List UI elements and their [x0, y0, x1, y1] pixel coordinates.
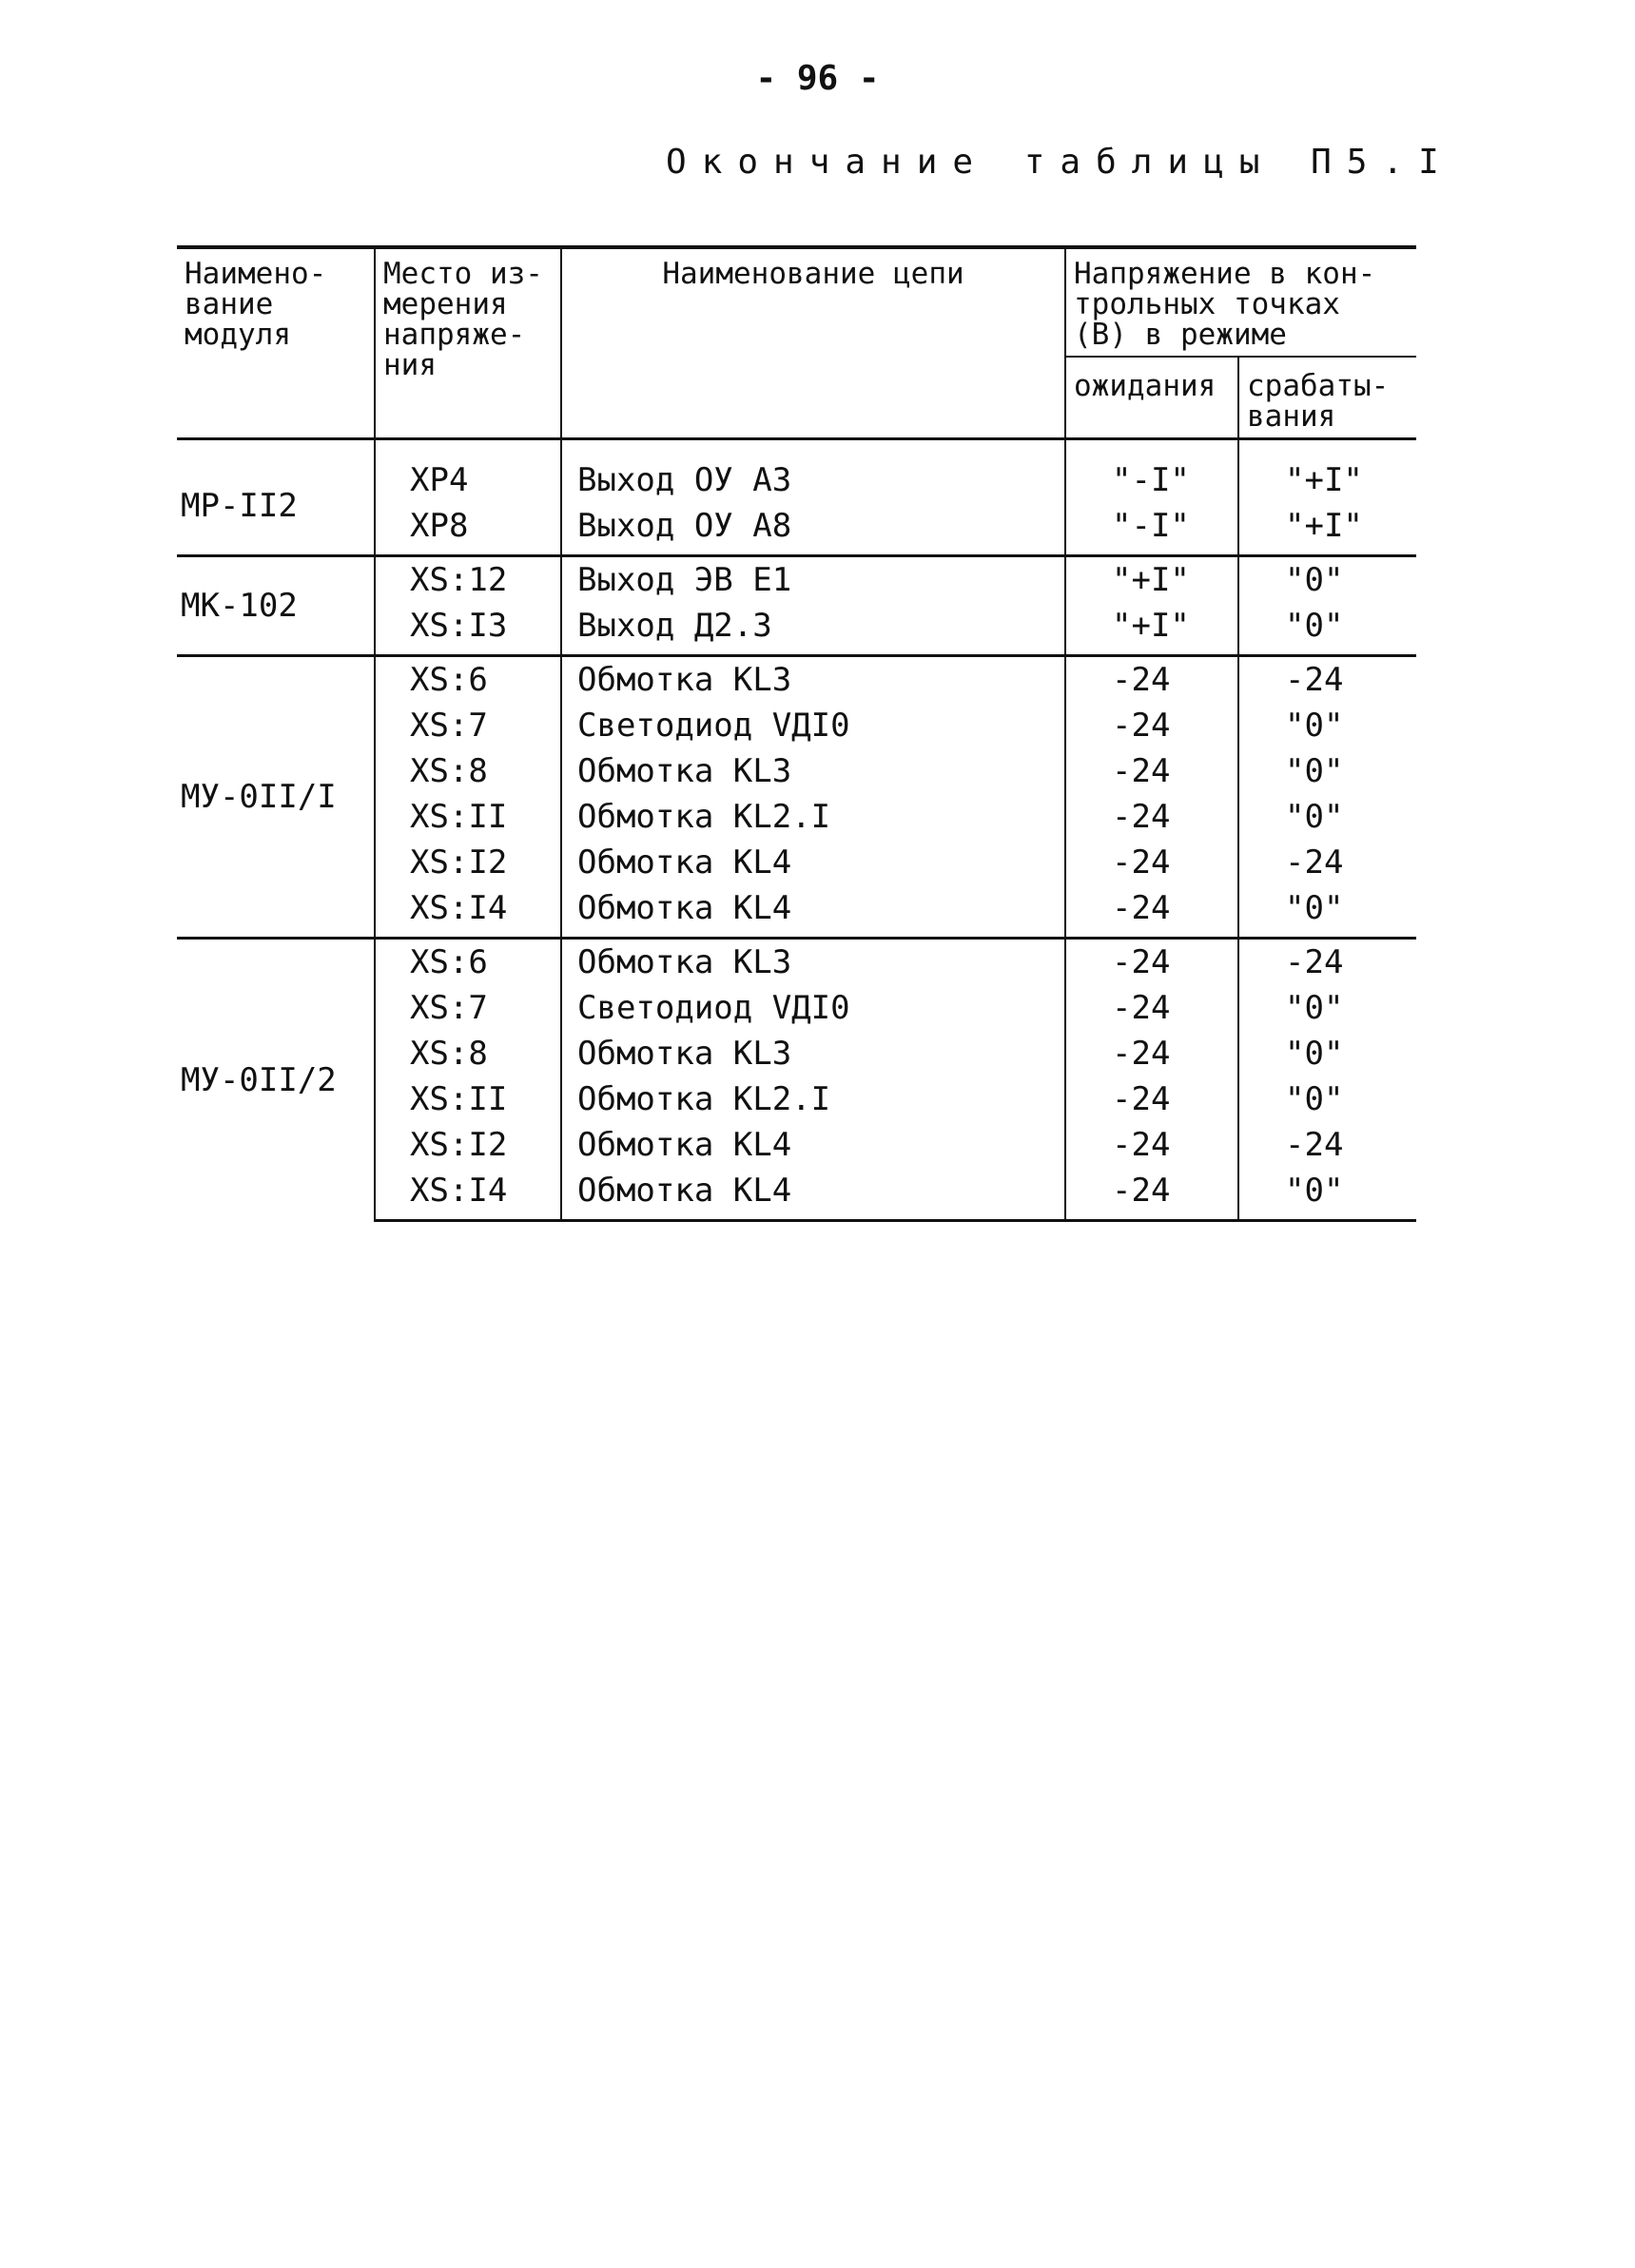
measurement-table-container — [177, 245, 1416, 1222]
header-voltage: Напряжение в кон-трольных точках (В) в режиме — [1065, 247, 1416, 357]
trigger-voltage-cell: "0" — [1238, 985, 1416, 1031]
module-name-cell: МУ-0II/I — [177, 656, 375, 939]
measurement-point-cell: XS:6 — [375, 939, 561, 986]
circuit-name-cell: Обмотка KL4 — [561, 1122, 1065, 1168]
circuit-name-cell: Выход Д2.3 — [561, 603, 1065, 656]
trigger-voltage-cell: "0" — [1238, 1031, 1416, 1076]
measurement-point-cell: XS:12 — [375, 556, 561, 604]
module-name-cell: МР-II2 — [177, 439, 375, 556]
measurement-point-cell: XS:8 — [375, 748, 561, 794]
circuit-name-cell: Обмотка KL4 — [561, 1168, 1065, 1221]
standby-voltage-cell: -24 — [1065, 703, 1238, 748]
circuit-name-cell: Светодиод VДI0 — [561, 985, 1065, 1031]
standby-voltage-cell: -24 — [1065, 939, 1238, 986]
standby-voltage-cell: "+I" — [1065, 603, 1238, 656]
standby-voltage-cell: "-I" — [1065, 503, 1238, 556]
standby-voltage-cell: -24 — [1065, 794, 1238, 840]
standby-voltage-cell: "+I" — [1065, 556, 1238, 604]
measurement-point-cell: XS:II — [375, 1076, 561, 1122]
trigger-voltage-cell: "0" — [1238, 885, 1416, 939]
measurement-point-cell: XS:6 — [375, 656, 561, 704]
circuit-name-cell: Обмотка KL3 — [561, 656, 1065, 704]
measurement-point-cell: XS:I3 — [375, 603, 561, 656]
trigger-voltage-cell: "0" — [1238, 794, 1416, 840]
trigger-voltage-cell: -24 — [1238, 656, 1416, 704]
measurement-point-cell: XS:7 — [375, 985, 561, 1031]
header-module: Наимено-вание модуля — [177, 247, 375, 439]
table-row — [177, 939, 1416, 986]
measurement-table — [177, 245, 1416, 1222]
measurement-point-cell: XS:II — [375, 794, 561, 840]
trigger-voltage-cell: "+I" — [1238, 439, 1416, 504]
circuit-name-cell: Выход ЭВ Е1 — [561, 556, 1065, 604]
page-number: - 96 - — [755, 59, 880, 98]
table-row — [177, 656, 1416, 704]
module-name-cell: МУ-0II/2 — [177, 939, 375, 1221]
circuit-name-cell: Светодиод VДI0 — [561, 703, 1065, 748]
measurement-point-cell: XS:I2 — [375, 840, 561, 885]
standby-voltage-cell: -24 — [1065, 840, 1238, 885]
module-name-cell: МК-102 — [177, 556, 375, 656]
circuit-name-cell: Обмотка KL2.I — [561, 1076, 1065, 1122]
measurement-point-cell: XP8 — [375, 503, 561, 556]
circuit-name-cell: Выход ОУ А3 — [561, 439, 1065, 504]
table-body — [177, 439, 1416, 1221]
standby-voltage-cell: -24 — [1065, 1168, 1238, 1221]
measurement-point-cell: XS:7 — [375, 703, 561, 748]
header-circuit-name: Наименование цепи — [561, 247, 1065, 439]
measurement-point-cell: XS:I2 — [375, 1122, 561, 1168]
header-standby-mode: ожидания — [1065, 357, 1238, 439]
trigger-voltage-cell: "+I" — [1238, 503, 1416, 556]
trigger-voltage-cell: -24 — [1238, 939, 1416, 986]
circuit-name-cell: Обмотка KL3 — [561, 748, 1065, 794]
trigger-voltage-cell: "0" — [1238, 748, 1416, 794]
measurement-point-cell: XS:8 — [375, 1031, 561, 1076]
circuit-name-cell: Обмотка KL3 — [561, 1031, 1065, 1076]
trigger-voltage-cell: "0" — [1238, 556, 1416, 604]
trigger-voltage-cell: "0" — [1238, 1168, 1416, 1221]
trigger-voltage-cell: "0" — [1238, 603, 1416, 656]
standby-voltage-cell: -24 — [1065, 656, 1238, 704]
standby-voltage-cell: -24 — [1065, 1031, 1238, 1076]
standby-voltage-cell: "-I" — [1065, 439, 1238, 504]
circuit-name-cell: Обмотка KL4 — [561, 840, 1065, 885]
standby-voltage-cell: -24 — [1065, 985, 1238, 1031]
table-caption: Окончание таблицы П5.I — [666, 143, 1454, 182]
circuit-name-cell: Обмотка KL2.I — [561, 794, 1065, 840]
table-row — [177, 439, 1416, 504]
circuit-name-cell: Выход ОУ А8 — [561, 503, 1065, 556]
measurement-point-cell: XP4 — [375, 439, 561, 504]
circuit-name-cell: Обмотка KL4 — [561, 885, 1065, 939]
header-measurement-point: Место из-мерения напряже-ния — [375, 247, 561, 439]
measurement-point-cell: XS:I4 — [375, 885, 561, 939]
table-row — [177, 556, 1416, 604]
standby-voltage-cell: -24 — [1065, 748, 1238, 794]
trigger-voltage-cell: -24 — [1238, 840, 1416, 885]
trigger-voltage-cell: "0" — [1238, 1076, 1416, 1122]
trigger-voltage-cell: -24 — [1238, 1122, 1416, 1168]
circuit-name-cell: Обмотка KL3 — [561, 939, 1065, 986]
standby-voltage-cell: -24 — [1065, 1076, 1238, 1122]
standby-voltage-cell: -24 — [1065, 885, 1238, 939]
standby-voltage-cell: -24 — [1065, 1122, 1238, 1168]
measurement-point-cell: XS:I4 — [375, 1168, 561, 1221]
header-trigger-mode: срабаты-вания — [1238, 357, 1416, 439]
trigger-voltage-cell: "0" — [1238, 703, 1416, 748]
